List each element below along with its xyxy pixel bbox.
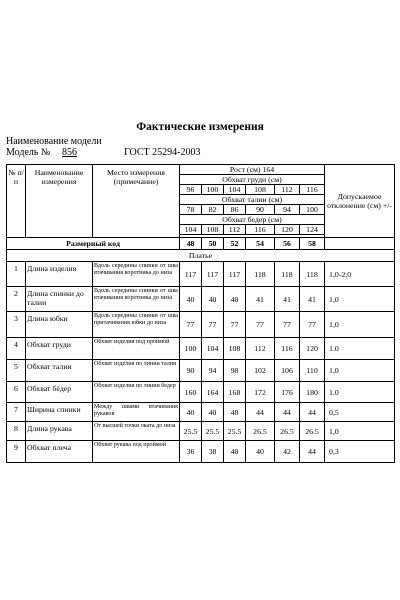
table-row — [7, 287, 395, 312]
measurement-value: 90 — [180, 360, 202, 382]
table-row — [7, 422, 395, 441]
measurement-value: 44 — [300, 441, 325, 463]
row-number: 3 — [7, 312, 26, 338]
measurement-place: Вдоль середины спинки от шва втачивания воротника до низа — [93, 287, 180, 312]
header-height: Рост (см) 164 — [180, 165, 325, 175]
measurement-value: 77 — [300, 312, 325, 338]
tolerance-value: 1.0 — [325, 382, 395, 403]
header-waist: Обхват талии (см) — [180, 195, 325, 205]
header-hips: Обхват бедер (см) — [180, 215, 325, 225]
tolerance-value: 1,0 — [325, 287, 395, 312]
table-row — [7, 441, 395, 463]
measurement-value: 40 — [224, 441, 246, 463]
waist-size-cell: 86 — [224, 205, 246, 215]
size-code-cell: 58 — [300, 238, 325, 250]
row-number: 7 — [7, 403, 26, 422]
measurement-value: 116 — [275, 338, 300, 360]
measurements-table — [6, 164, 395, 463]
measurement-value: 117 — [224, 262, 246, 287]
table-row — [7, 403, 395, 422]
tolerance-value: 1,0 — [325, 422, 395, 441]
measurement-value: 102 — [246, 360, 275, 382]
measurement-value: 40 — [246, 441, 275, 463]
hips-size-cell: 124 — [300, 225, 325, 235]
table-row — [7, 382, 395, 403]
tolerance-value: 0,5 — [325, 403, 395, 422]
row-number: 6 — [7, 382, 26, 403]
row-number: 5 — [7, 360, 26, 382]
size-code-cell: 50 — [202, 238, 224, 250]
measurement-value: 40 — [180, 403, 202, 422]
measurement-value: 172 — [246, 382, 275, 403]
size-code-cell: 52 — [224, 238, 246, 250]
measurement-value: 106 — [275, 360, 300, 382]
table-row — [7, 262, 395, 287]
measurement-name: Обхват плеча — [26, 441, 93, 463]
measurement-name: Обхват талии — [26, 360, 93, 382]
tolerance-value: 1,0-2,0 — [325, 262, 395, 287]
row-number: 1 — [7, 262, 26, 287]
measurement-value: 94 — [202, 360, 224, 382]
measurement-value: 44 — [246, 403, 275, 422]
measurement-value: 180 — [300, 382, 325, 403]
measurement-value: 41 — [300, 287, 325, 312]
measurement-value: 168 — [224, 382, 246, 403]
table-row — [7, 360, 395, 382]
measurement-place: Обхват рукава под проймой — [93, 441, 180, 463]
header-number: № п/п — [7, 165, 26, 238]
size-code-label: Размерный код — [7, 238, 180, 250]
measurement-value: 176 — [275, 382, 300, 403]
row-number: 8 — [7, 422, 26, 441]
measurement-name: Ширина спинки — [26, 403, 93, 422]
model-number-label: Модель № — [6, 147, 51, 158]
waist-size-cell: 100 — [300, 205, 325, 215]
waist-size-cell: 78 — [180, 205, 202, 215]
size-code-cell: 54 — [246, 238, 275, 250]
chest-size-cell: 96 — [180, 185, 202, 195]
measurement-value: 44 — [300, 403, 325, 422]
chest-size-cell: 116 — [300, 185, 325, 195]
size-code-cell: 56 — [275, 238, 300, 250]
measurement-value: 104 — [202, 338, 224, 360]
model-name-label: Наименование модели — [6, 136, 102, 147]
gost-label: ГОСТ 25294-2003 — [124, 147, 201, 158]
measurement-value: 112 — [246, 338, 275, 360]
measurement-place: Между швами втачивания рукавов — [93, 403, 180, 422]
waist-size-cell: 90 — [246, 205, 275, 215]
header-place: Место измерения (примечание) — [93, 165, 180, 238]
chest-size-cell: 112 — [275, 185, 300, 195]
hips-size-cell: 120 — [275, 225, 300, 235]
model-number-value: 856 — [62, 147, 77, 158]
measurement-name: Обхват груди — [26, 338, 93, 360]
size-code-cell: 48 — [180, 238, 202, 250]
measurement-value: 40 — [202, 403, 224, 422]
header-name: Наименование измерения — [26, 165, 93, 238]
measurement-place: Вдоль середины спинки от шва втачивания воротника до низа — [93, 262, 180, 287]
measurement-value: 118 — [246, 262, 275, 287]
measurement-value: 40 — [180, 287, 202, 312]
hips-size-cell: 116 — [246, 225, 275, 235]
chest-size-cell: 108 — [246, 185, 275, 195]
measurement-value: 25.5 — [180, 422, 202, 441]
tolerance-value: 0,3 — [325, 441, 395, 463]
measurement-value: 98 — [224, 360, 246, 382]
table-row — [7, 312, 395, 338]
measurement-value: 77 — [180, 312, 202, 338]
header-chest: Обхват груди (см) — [180, 175, 325, 185]
measurement-value: 118 — [275, 262, 300, 287]
measurement-value: 164 — [202, 382, 224, 403]
measurement-value: 41 — [275, 287, 300, 312]
size-code-tolerance-blank — [325, 238, 395, 250]
tolerance-value: 1.0 — [325, 338, 395, 360]
header-tolerance: Допускаемое отклонение (см) +/- — [325, 165, 395, 238]
measurement-name: Длина спинки до талии — [26, 287, 93, 312]
hips-size-cell: 104 — [180, 225, 202, 235]
measurement-value: 100 — [180, 338, 202, 360]
measurement-name: Длина юбки — [26, 312, 93, 338]
measurement-name: Длина рукава — [26, 422, 93, 441]
tolerance-value: 1,0 — [325, 312, 395, 338]
measurement-value: 26.5 — [300, 422, 325, 441]
measurement-place: От высшей точки оката до низа — [93, 422, 180, 441]
measurement-place: Обхват изделия по линии талии — [93, 360, 180, 382]
measurement-value: 40 — [224, 403, 246, 422]
chest-size-cell: 104 — [224, 185, 246, 195]
measurement-name: Обхват бёдер — [26, 382, 93, 403]
hips-size-cell: 112 — [224, 225, 246, 235]
measurement-value: 117 — [202, 262, 224, 287]
measurement-value: 40 — [202, 287, 224, 312]
measurement-name: Длина изделия — [26, 262, 93, 287]
document-title: Фактические измерения — [136, 121, 264, 133]
hips-size-cell: 108 — [202, 225, 224, 235]
measurement-value: 118 — [300, 262, 325, 287]
measurement-value: 25.5 — [224, 422, 246, 441]
measurement-value: 40 — [224, 287, 246, 312]
tolerance-value: 1,0 — [325, 360, 395, 382]
measurement-value: 44 — [275, 403, 300, 422]
measurement-value: 42 — [275, 441, 300, 463]
measurement-value: 77 — [224, 312, 246, 338]
measurement-value: 110 — [300, 360, 325, 382]
measurement-value: 25.5 — [202, 422, 224, 441]
chest-size-cell: 100 — [202, 185, 224, 195]
measurement-value: 120 — [300, 338, 325, 360]
measurement-place: Обхват изделия под проймой — [93, 338, 180, 360]
measurement-value: 41 — [246, 287, 275, 312]
waist-size-cell: 82 — [202, 205, 224, 215]
row-number: 2 — [7, 287, 26, 312]
measurement-place: Вдоль середины спинки от шва притачивания юбки до низа — [93, 312, 180, 338]
measurement-value: 77 — [202, 312, 224, 338]
waist-size-cell: 94 — [275, 205, 300, 215]
measurement-value: 77 — [275, 312, 300, 338]
section-title: Платье — [7, 250, 395, 262]
measurement-value: 38 — [202, 441, 224, 463]
measurement-value: 77 — [246, 312, 275, 338]
measurement-value: 160 — [180, 382, 202, 403]
measurement-value: 26.5 — [246, 422, 275, 441]
measurement-place: Обхват изделия по линии бедер — [93, 382, 180, 403]
row-number: 4 — [7, 338, 26, 360]
measurement-value: 117 — [180, 262, 202, 287]
table-row — [7, 338, 395, 360]
row-number: 9 — [7, 441, 26, 463]
measurement-value: 26.5 — [275, 422, 300, 441]
measurement-value: 36 — [180, 441, 202, 463]
measurement-value: 108 — [224, 338, 246, 360]
